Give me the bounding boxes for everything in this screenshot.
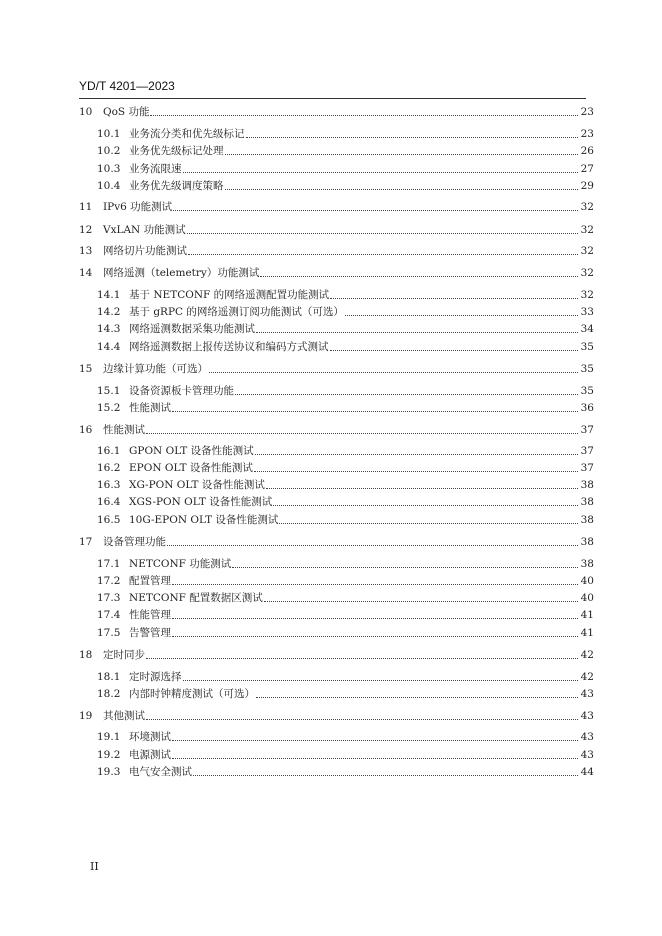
toc-entry[interactable] <box>79 399 594 415</box>
toc-entry-title: 业务优先级标记处理 <box>129 145 224 157</box>
toc-entry[interactable] <box>79 555 594 571</box>
toc-entry[interactable] <box>79 103 594 119</box>
toc-leader-dots <box>172 411 578 412</box>
toc-entry[interactable] <box>79 125 594 141</box>
toc-entry-page: 26 <box>580 145 594 157</box>
toc-entry-page: 37 <box>580 462 594 474</box>
document-id: YD/T 4201—2023 <box>79 79 175 93</box>
toc-entry[interactable] <box>79 459 594 475</box>
toc-entry-number: 17 <box>79 536 93 548</box>
toc-entry-number: 16.2 <box>97 462 121 474</box>
toc-entry-number: 15.1 <box>97 385 121 397</box>
header-rule <box>79 98 586 99</box>
toc-leader-dots <box>246 137 579 138</box>
toc-entry-page: 37 <box>580 424 594 436</box>
toc-entry[interactable] <box>79 746 594 762</box>
toc-entry-number: 17.1 <box>97 558 121 570</box>
toc-entry-title: QoS 功能 <box>103 106 150 118</box>
toc-entry-title: 电源测试 <box>129 749 171 761</box>
toc-entry-title: GPON OLT 设备性能测试 <box>129 445 254 457</box>
toc-entry[interactable] <box>79 728 594 744</box>
toc-entry[interactable] <box>79 286 594 302</box>
toc-entry-page: 35 <box>580 341 594 353</box>
toc-entry-page: 42 <box>580 671 594 683</box>
toc-entry[interactable] <box>79 476 594 492</box>
toc-entry[interactable] <box>79 242 594 258</box>
toc-entry-title: 基于 gRPC 的网络遥测订阅功能测试（可选） <box>129 306 344 318</box>
toc-entry-number: 17.4 <box>97 609 121 621</box>
toc-entry-number: 17.3 <box>97 592 121 604</box>
toc-leader-dots <box>173 210 578 211</box>
toc-leader-dots <box>183 680 579 681</box>
toc-entry-title: NETCONF 配置数据区测试 <box>129 592 263 604</box>
toc-entry[interactable] <box>79 382 594 398</box>
toc-entry-title: 设备管理功能 <box>103 536 166 548</box>
toc-entry[interactable] <box>79 421 594 437</box>
toc-entry-page: 32 <box>580 201 594 213</box>
toc-entry-title: 定时源选择 <box>129 671 182 683</box>
toc-entry-title: VxLAN 功能测试 <box>103 224 186 236</box>
toc-entry-page: 32 <box>580 289 594 301</box>
toc-leader-dots <box>193 775 578 776</box>
toc-entry-number: 14.4 <box>97 341 121 353</box>
toc-entry-number: 14.3 <box>97 323 121 335</box>
toc-entry-page: 29 <box>580 180 594 192</box>
toc-entry-page: 38 <box>580 479 594 491</box>
toc-entry[interactable] <box>79 763 594 779</box>
toc-entry-number: 15 <box>79 363 93 375</box>
toc-entry[interactable] <box>79 533 594 549</box>
toc-entry-page: 32 <box>580 224 594 236</box>
toc-leader-dots <box>256 697 578 698</box>
toc-leader-dots <box>345 315 578 316</box>
toc-entry-title: 业务流分类和优先级标记 <box>129 128 245 140</box>
toc-entry-page: 43 <box>580 710 594 722</box>
toc-leader-dots <box>264 601 578 602</box>
toc-entry-number: 10.1 <box>97 128 121 140</box>
toc-entry-number: 12 <box>79 224 93 236</box>
toc-entry-number: 16.4 <box>97 496 121 508</box>
toc-entry-number: 18 <box>79 649 93 661</box>
toc-entry-page: 27 <box>580 163 594 175</box>
toc-entry[interactable] <box>79 360 594 376</box>
toc-entry[interactable] <box>79 493 594 509</box>
toc-entry-page: 37 <box>580 445 594 457</box>
toc-entry[interactable] <box>79 221 594 237</box>
toc-entry-number: 16.1 <box>97 445 121 457</box>
toc-leader-dots <box>273 505 578 506</box>
toc-entry[interactable] <box>79 572 594 588</box>
toc-leader-dots <box>146 719 578 720</box>
toc-leader-dots <box>172 584 578 585</box>
toc-entry-page: 43 <box>580 749 594 761</box>
toc-entry[interactable] <box>79 338 594 354</box>
toc-leader-dots <box>225 189 579 190</box>
toc-entry-number: 16.3 <box>97 479 121 491</box>
toc-leader-dots <box>187 233 578 234</box>
toc-leader-dots <box>150 115 578 116</box>
toc-leader-dots <box>146 433 578 434</box>
toc-entry-title: 网络遥测数据上报传送协议和编码方式测试 <box>129 341 329 353</box>
toc-entry-title: IPv6 功能测试 <box>103 201 173 213</box>
toc-entry-title: NETCONF 功能测试 <box>129 558 232 570</box>
toc-entry[interactable] <box>79 198 594 214</box>
toc-entry-number: 10.2 <box>97 145 121 157</box>
toc-entry[interactable] <box>79 442 594 458</box>
toc-entry-title: 环境测试 <box>129 731 171 743</box>
toc-entry[interactable] <box>79 303 594 319</box>
toc-entry-page: 41 <box>580 609 594 621</box>
toc-entry-number: 10 <box>79 106 93 118</box>
toc-entry-page: 23 <box>580 106 594 118</box>
toc-entry-page: 43 <box>580 688 594 700</box>
toc-leader-dots <box>225 154 579 155</box>
toc-entry-title: EPON OLT 设备性能测试 <box>129 462 253 474</box>
toc-leader-dots <box>330 298 578 299</box>
toc-leader-dots <box>260 276 578 277</box>
toc-entry[interactable] <box>79 668 594 684</box>
toc-leader-dots <box>172 758 578 759</box>
toc-leader-dots <box>255 454 578 455</box>
toc-entry-page: 38 <box>580 558 594 570</box>
toc-entry-number: 18.1 <box>97 671 121 683</box>
toc-entry-number: 15.2 <box>97 402 121 414</box>
toc-leader-dots <box>232 567 578 568</box>
toc-entry-page: 40 <box>580 592 594 604</box>
toc-entry[interactable] <box>79 624 594 640</box>
toc-entry-page: 34 <box>580 323 594 335</box>
toc-leader-dots <box>266 488 578 489</box>
toc-entry-title: 边缘计算功能（可选） <box>103 363 208 375</box>
toc-entry-title: 网络切片功能测试 <box>103 245 187 257</box>
toc-entry-number: 19.3 <box>97 766 121 778</box>
toc-entry[interactable] <box>79 142 594 158</box>
toc-entry-page: 32 <box>580 245 594 257</box>
toc-entry[interactable] <box>79 320 594 336</box>
toc-entry-page: 43 <box>580 731 594 743</box>
toc-leader-dots <box>188 254 578 255</box>
toc-entry-number: 19.1 <box>97 731 121 743</box>
toc-entry-number: 19 <box>79 710 93 722</box>
toc-leader-dots <box>209 372 578 373</box>
toc-leader-dots <box>235 394 578 395</box>
toc-entry-title: 电气安全测试 <box>129 766 192 778</box>
toc-entry-title: 基于 NETCONF 的网络遥测配置功能测试 <box>129 289 330 301</box>
toc-entry-number: 13 <box>79 245 93 257</box>
toc-entry-title: XGS-PON OLT 设备性能测试 <box>129 496 273 508</box>
toc-entry-number: 17.5 <box>97 627 121 639</box>
toc-entry-page: 40 <box>580 575 594 587</box>
toc-entry[interactable] <box>79 264 594 280</box>
toc-entry-number: 10.3 <box>97 163 121 175</box>
toc-entry-number: 10.4 <box>97 180 121 192</box>
toc-entry-number: 16.5 <box>97 514 121 526</box>
toc-entry-title: 性能测试 <box>103 424 145 436</box>
toc-entry-page: 32 <box>580 267 594 279</box>
toc-entry-page: 36 <box>580 402 594 414</box>
toc-leader-dots <box>279 523 578 524</box>
toc-entry[interactable] <box>79 606 594 622</box>
toc-entry-page: 44 <box>580 766 594 778</box>
toc-entry[interactable] <box>79 177 594 193</box>
toc-entry-title: 内部时钟精度测试（可选） <box>129 688 255 700</box>
toc-entry-page: 35 <box>580 385 594 397</box>
toc-entry-title: 定时同步 <box>103 649 145 661</box>
toc-entry-title: 网络遥测数据采集功能测试 <box>129 323 255 335</box>
toc-leader-dots <box>146 658 578 659</box>
toc-entry-title: 其他测试 <box>103 710 145 722</box>
toc-leader-dots <box>183 172 579 173</box>
toc-entry-number: 14.2 <box>97 306 121 318</box>
toc-leader-dots <box>167 545 578 546</box>
toc-entry-title: 业务流限速 <box>129 163 182 175</box>
toc-entry-title: 业务优先级调度策略 <box>129 180 224 192</box>
toc-entry-page: 23 <box>580 128 594 140</box>
toc-entry-title: 性能管理 <box>129 609 171 621</box>
toc-entry-title: 10G-EPON OLT 设备性能测试 <box>129 514 279 526</box>
toc-leader-dots <box>330 350 579 351</box>
toc-entry-page: 41 <box>580 627 594 639</box>
toc-entry-page: 33 <box>580 306 594 318</box>
toc-entry[interactable] <box>79 160 594 176</box>
toc-entry[interactable] <box>79 707 594 723</box>
toc-entry-title: XG-PON OLT 设备性能测试 <box>129 479 265 491</box>
toc-entry-number: 14.1 <box>97 289 121 301</box>
toc-entry-number: 14 <box>79 267 93 279</box>
toc-entry-page: 38 <box>580 536 594 548</box>
toc-entry-number: 16 <box>79 424 93 436</box>
toc-entry-title: 告警管理 <box>129 627 171 639</box>
toc-leader-dots <box>254 471 578 472</box>
toc-entry-title: 网络遥测（telemetry）功能测试 <box>103 267 260 279</box>
toc-leader-dots <box>256 332 578 333</box>
toc-entry[interactable] <box>79 646 594 662</box>
toc-entry-number: 11 <box>79 201 93 213</box>
toc-leader-dots <box>172 618 578 619</box>
toc-leader-dots <box>172 740 578 741</box>
toc-leader-dots <box>172 636 578 637</box>
toc-entry[interactable] <box>79 511 594 527</box>
toc-entry-number: 19.2 <box>97 749 121 761</box>
page-number: II <box>90 860 99 873</box>
toc-entry[interactable] <box>79 589 594 605</box>
toc-entry[interactable] <box>79 685 594 701</box>
toc-entry-page: 42 <box>580 649 594 661</box>
toc-entry-page: 38 <box>580 514 594 526</box>
toc-entry-title: 性能测试 <box>129 402 171 414</box>
toc-entry-title: 配置管理 <box>129 575 171 587</box>
toc-entry-page: 35 <box>580 363 594 375</box>
toc-entry-number: 18.2 <box>97 688 121 700</box>
toc-entry-page: 38 <box>580 496 594 508</box>
toc-entry-number: 17.2 <box>97 575 121 587</box>
toc-entry-title: 设备资源板卡管理功能 <box>129 385 234 397</box>
